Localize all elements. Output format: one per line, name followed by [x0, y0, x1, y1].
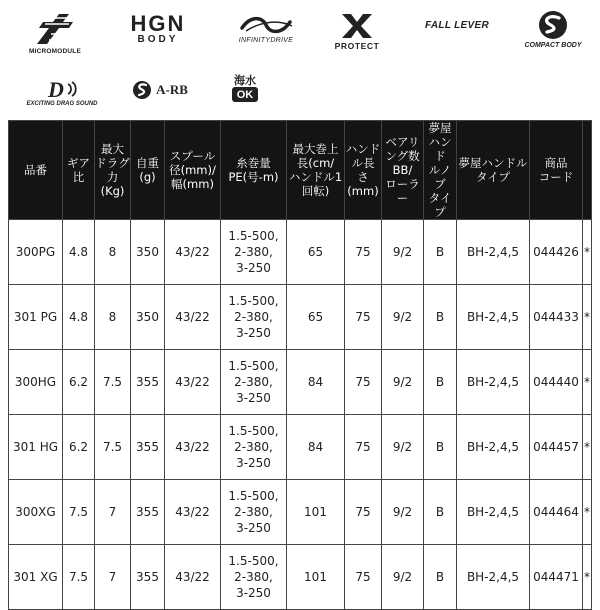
cell-bearings: 9/2: [382, 285, 424, 350]
infinitydrive-label: INFINITYDRIVE: [238, 37, 294, 44]
cell-line-capacity: 1.5-500, 2-380, 3-250: [221, 415, 287, 480]
cell-mark: *: [583, 415, 592, 480]
cell-mark: *: [583, 350, 592, 415]
cell-bearings: 9/2: [382, 480, 424, 545]
table-row: [9, 415, 592, 480]
cell-spool: 43/22: [165, 220, 221, 285]
cell-bearings: 9/2: [382, 545, 424, 610]
arb-label: A-RB: [156, 82, 188, 97]
exciting-drag-label: EXCITING DRAG SOUND: [26, 101, 98, 107]
cell-handle-length: 75: [345, 480, 382, 545]
cell-yumeya-knob: B: [424, 480, 457, 545]
saltwater-ok-logo: [230, 74, 260, 106]
infinitydrive-logo: [216, 14, 316, 44]
x-protect-icon: [339, 12, 375, 40]
header-row: [9, 121, 592, 220]
x-protect-logo: [322, 12, 392, 51]
compact-body-label: COMPACT BODY: [524, 42, 582, 49]
cell-product-code: 044433: [530, 285, 583, 350]
table-row: [9, 480, 592, 545]
table-row: [9, 285, 592, 350]
cell-yumeya-knob: B: [424, 220, 457, 285]
cell-max-retrieve: 84: [287, 415, 345, 480]
cell-model: 301 XG: [9, 545, 63, 610]
cell-model: 300PG: [9, 220, 63, 285]
cell-mark: *: [583, 220, 592, 285]
cell-yumeya-knob: B: [424, 285, 457, 350]
hgn-mark-icon: [123, 12, 193, 34]
header-weight: 自重 (g): [131, 121, 165, 220]
cell-weight: 350: [131, 220, 165, 285]
cell-line-capacity: 1.5-500, 2-380, 3-250: [221, 350, 287, 415]
arb-s-icon: [132, 80, 152, 100]
cell-spool: 43/22: [165, 415, 221, 480]
cell-gear-ratio: 6.2: [63, 415, 95, 480]
x-protect-label: PROTECT: [334, 41, 380, 51]
cell-gear-ratio: 7.5: [63, 545, 95, 610]
micromodule-gear-icon: [33, 12, 77, 46]
header-line-capacity: 糸巻量 PE(号-m): [221, 121, 287, 220]
cell-model: 300HG: [9, 350, 63, 415]
cell-bearings: 9/2: [382, 350, 424, 415]
cell-weight: 355: [131, 350, 165, 415]
cell-gear-ratio: 7.5: [63, 480, 95, 545]
arb-logo: [120, 80, 200, 100]
cell-max-drag: 8: [95, 285, 131, 350]
cell-yumeya-handle: BH-2,4,5: [457, 350, 530, 415]
cell-max-drag: 7: [95, 480, 131, 545]
header-max-retrieve: 最大巻上 長(cm/ ハンドル1 回転): [287, 121, 345, 220]
cell-yumeya-knob: B: [424, 415, 457, 480]
cell-line-capacity: 1.5-500, 2-380, 3-250: [221, 220, 287, 285]
cell-model: 300XG: [9, 480, 63, 545]
cell-weight: 350: [131, 285, 165, 350]
cell-yumeya-handle: BH-2,4,5: [457, 545, 530, 610]
header-max-drag: 最大 ドラグ 力 (Kg): [95, 121, 131, 220]
cell-handle-length: 75: [345, 285, 382, 350]
cell-mark: *: [583, 285, 592, 350]
cell-yumeya-handle: BH-2,4,5: [457, 220, 530, 285]
cell-model: 301 PG: [9, 285, 63, 350]
cell-spool: 43/22: [165, 350, 221, 415]
header-gear-ratio: ギア 比: [63, 121, 95, 220]
cell-bearings: 9/2: [382, 415, 424, 480]
hgn-body-logo: [114, 12, 202, 45]
cell-max-drag: 7: [95, 545, 131, 610]
cell-max-drag: 8: [95, 220, 131, 285]
cell-handle-length: 75: [345, 350, 382, 415]
cell-max-retrieve: 101: [287, 480, 345, 545]
micromodule-label: MICROMODULE: [28, 48, 82, 55]
cell-max-retrieve: 65: [287, 220, 345, 285]
table-row: [9, 220, 592, 285]
header-handle-length: ハンド ル長 さ (mm): [345, 121, 382, 220]
cell-line-capacity: 1.5-500, 2-380, 3-250: [221, 480, 287, 545]
header-model: 品番: [9, 121, 63, 220]
cell-gear-ratio: 4.8: [63, 220, 95, 285]
header-bearings: ベアリ ング数 BB/ ローラ ー: [382, 121, 424, 220]
cell-yumeya-handle: BH-2,4,5: [457, 480, 530, 545]
cell-product-code: 044471: [530, 545, 583, 610]
exciting-drag-d-icon: [40, 78, 84, 100]
cell-model: 301 HG: [9, 415, 63, 480]
cell-yumeya-handle: BH-2,4,5: [457, 285, 530, 350]
cell-gear-ratio: 6.2: [63, 350, 95, 415]
exciting-drag-logo: [22, 78, 102, 107]
compact-body-s-icon: [535, 10, 571, 40]
cell-line-capacity: 1.5-500, 2-380, 3-250: [221, 285, 287, 350]
cell-yumeya-knob: B: [424, 545, 457, 610]
header-yumeya-handle: 夢屋ハンドル タイプ: [457, 121, 530, 220]
cell-mark: *: [583, 545, 592, 610]
cell-max-retrieve: 84: [287, 350, 345, 415]
cell-max-drag: 7.5: [95, 415, 131, 480]
cell-handle-length: 75: [345, 415, 382, 480]
cell-gear-ratio: 4.8: [63, 285, 95, 350]
cell-yumeya-handle: BH-2,4,5: [457, 415, 530, 480]
saltwater-label: 海水: [234, 74, 256, 87]
cell-weight: 355: [131, 415, 165, 480]
cell-weight: 355: [131, 480, 165, 545]
cell-handle-length: 75: [345, 220, 382, 285]
fall-lever-label: FALL LEVER: [425, 20, 489, 31]
cell-max-retrieve: 101: [287, 545, 345, 610]
micromodule-logo: [18, 12, 92, 55]
spec-table: [8, 120, 592, 610]
cell-spool: 43/22: [165, 285, 221, 350]
cell-product-code: 044457: [530, 415, 583, 480]
cell-handle-length: 75: [345, 545, 382, 610]
d-mark-text: D: [48, 78, 64, 100]
cell-product-code: 044464: [530, 480, 583, 545]
cell-line-capacity: 1.5-500, 2-380, 3-250: [221, 545, 287, 610]
cell-max-drag: 7.5: [95, 350, 131, 415]
cell-yumeya-knob: B: [424, 350, 457, 415]
header-mark: [583, 121, 592, 220]
cell-product-code: 044426: [530, 220, 583, 285]
header-product-code: 商品 コード: [530, 121, 583, 220]
compact-body-logo: [516, 10, 590, 50]
fall-lever-logo: [412, 20, 502, 31]
cell-mark: *: [583, 480, 592, 545]
cell-max-retrieve: 65: [287, 285, 345, 350]
infinity-swoosh-icon: [236, 14, 296, 36]
table-row: [9, 350, 592, 415]
hgn-mark-text: HGN: [130, 12, 186, 34]
cell-weight: 355: [131, 545, 165, 610]
cell-product-code: 044440: [530, 350, 583, 415]
cell-bearings: 9/2: [382, 220, 424, 285]
cell-spool: 43/22: [165, 480, 221, 545]
hgn-body-label: BODY: [137, 34, 179, 45]
saltwater-ok-badge: OK: [232, 87, 258, 102]
cell-spool: 43/22: [165, 545, 221, 610]
header-yumeya-knob: 夢屋 ハンド ルノブ タイプ: [424, 121, 457, 220]
header-spool: スプール 径(mm)/ 幅(mm): [165, 121, 221, 220]
